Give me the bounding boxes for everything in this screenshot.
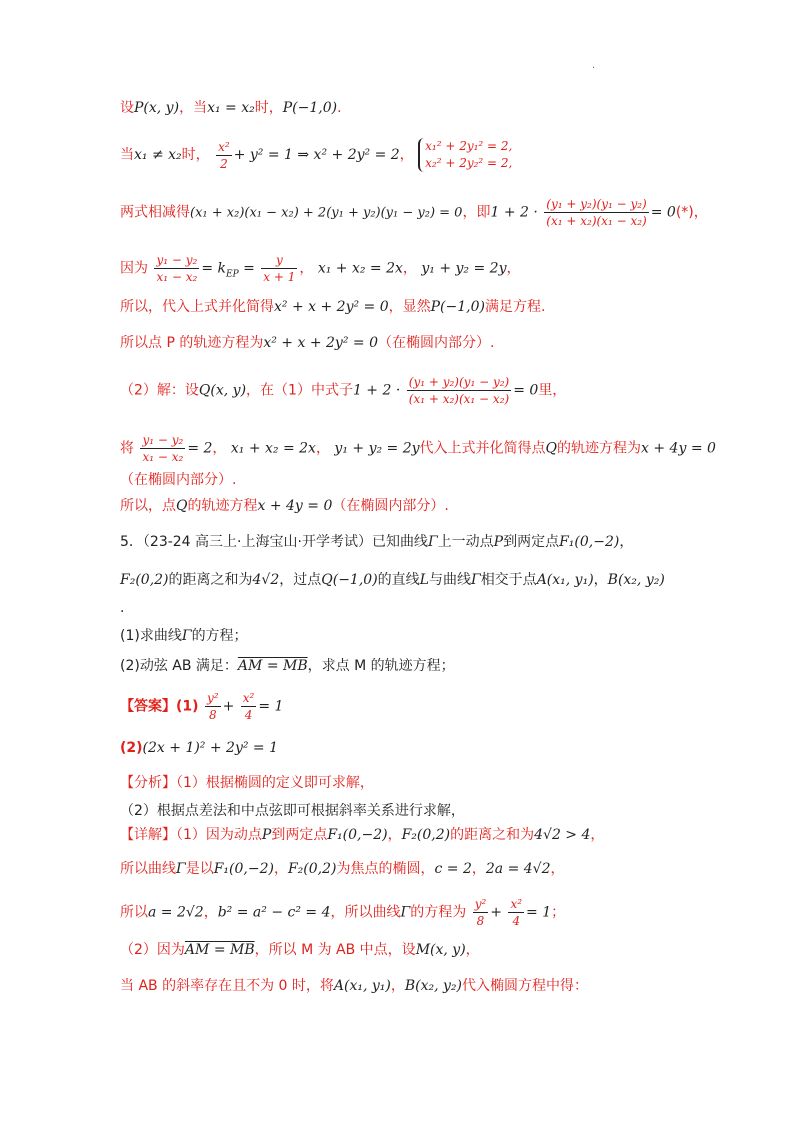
text: ， — [399, 147, 414, 163]
math: y₁ + y₂ = 2y — [334, 440, 420, 457]
math: P(x, y) — [134, 100, 180, 116]
text: 两式相减得 — [120, 204, 190, 221]
fraction: $\frac{\text{y²}}{8}$ — [474, 897, 487, 928]
text: 的距离之和为 — [450, 827, 535, 843]
line-13 — [120, 598, 700, 618]
text: ， — [315, 440, 330, 457]
text: （2）解：设 — [120, 382, 199, 399]
text: （2）根据点差法和中点弦即可根据斜率关系进行求解， — [120, 803, 465, 819]
text: ， — [390, 978, 405, 994]
text: ，当 — [179, 100, 208, 116]
text: ，显然 — [388, 299, 431, 315]
text: ， — [471, 861, 486, 877]
text: ， — [619, 534, 634, 550]
text: 与曲线 — [428, 572, 471, 588]
math: 4√2 > 4 — [534, 827, 591, 843]
line-1 — [120, 98, 700, 118]
text: ， — [550, 861, 565, 877]
text: 的轨迹方程 — [187, 498, 258, 514]
text: ， — [593, 572, 608, 588]
text: 所以 — [120, 904, 148, 921]
math: B(x₂, y₂) — [607, 572, 665, 588]
text: 到两定点 — [271, 827, 328, 843]
fraction: $\frac{\text{y²}}{8}$ — [207, 691, 219, 722]
fraction: $\frac{\text{x²}}{2}$ — [218, 139, 230, 171]
text: (2) — [120, 740, 143, 756]
math: M(x, y) — [415, 942, 466, 958]
text: 当 AB 的斜率存在且不为 0 时，将 — [120, 978, 334, 994]
analysis-2 — [120, 801, 700, 821]
math: 1 + 2 · — [490, 204, 538, 221]
math: Q(−1,0) — [321, 572, 378, 588]
text: 相交于点 — [480, 572, 537, 588]
line-2 — [120, 138, 700, 172]
math: x + 4y = 0 — [641, 440, 716, 457]
text: 将 — [120, 440, 134, 457]
fraction: $\frac{\text{x²}}{4}$ — [510, 897, 523, 928]
text: 代入上式并化简得点 — [419, 440, 546, 457]
math: x₁ ≠ x₂ — [134, 147, 182, 163]
math: 2a = 4√2 — [485, 861, 551, 877]
line-7 — [120, 374, 700, 407]
math: Q — [545, 440, 558, 457]
math: (2x + 1)² + 2y² = 1 — [142, 740, 279, 756]
math: Γ — [470, 572, 481, 588]
math: = 1 — [258, 698, 284, 715]
math: = k — [201, 260, 226, 277]
text: （在椭圆内部分）. — [377, 335, 495, 351]
math: = — [243, 260, 255, 277]
text: 满足方程. — [484, 299, 546, 315]
math: F₁(0,−2) — [327, 827, 388, 843]
text: 是以 — [185, 861, 214, 877]
line-10 — [120, 496, 700, 516]
math: 1 + 2 · — [352, 382, 401, 399]
text: 的方程； — [191, 628, 248, 644]
text: 时， — [181, 147, 210, 163]
text: ， — [273, 861, 288, 877]
text: ； — [551, 904, 566, 921]
fraction: $\frac{\text{x²}}{4}$ — [242, 691, 255, 722]
math: x₁ + x₂ = 2x — [230, 440, 316, 457]
text: ， — [465, 942, 480, 958]
text: ，在（1）中式子 — [246, 382, 353, 399]
math: A(x₁, y₁) — [536, 572, 594, 588]
text: ， — [212, 440, 227, 457]
math: + — [490, 904, 503, 921]
text: (1)求曲线 — [120, 628, 182, 644]
math: P(−1,0) — [430, 299, 485, 315]
math: a = 2√2 — [148, 904, 204, 921]
math: F₂(0,2) — [401, 827, 451, 843]
fraction: $\frac{\text{(y₁ + y₂)(y₁ − y₂)}}{\text{(x₁ + x₂)(x₁ − x₂)}}$ — [546, 197, 647, 228]
text: ，所以 M 为 AB 中点，设 — [254, 942, 416, 958]
text: 【详解】（1）因为动点 — [120, 827, 262, 843]
math: B(x₂, y₂) — [404, 978, 463, 994]
math: Q — [176, 498, 188, 514]
text: 的距离之和为 — [168, 572, 253, 588]
text: 里， — [538, 382, 567, 399]
line-6 — [120, 333, 700, 353]
text: （2）因为 — [120, 942, 185, 958]
text: ， — [299, 260, 314, 277]
math: Γ — [400, 904, 411, 921]
math: = 0 — [650, 204, 676, 221]
math: + y² = 1 ⇒ x² + 2y² = 2 — [233, 147, 400, 163]
text: 【分析】（1）根据椭圆的定义即可求解， — [120, 775, 374, 791]
math: + — [222, 698, 235, 715]
analysis-1 — [120, 773, 700, 793]
math: L — [419, 572, 429, 588]
subscript: EP — [226, 269, 239, 280]
line-15 — [120, 656, 700, 676]
detail-5 — [120, 976, 700, 996]
answer-1 — [120, 690, 700, 723]
math: x² + x + 2y² = 0 — [274, 299, 389, 315]
math: Γ — [181, 628, 192, 644]
math: b² = a² − c² = 4 — [217, 904, 331, 921]
line-11 — [120, 532, 700, 552]
math: P — [261, 827, 272, 843]
text: 当 — [120, 147, 134, 163]
math: = 0 — [513, 382, 539, 399]
math: F₁(0,−2) — [213, 861, 274, 877]
math: y₁ + y₂ = 2y — [421, 260, 507, 277]
text: 5．（23-24 高三上·上海宝山·开学考试）已知曲线 — [120, 534, 428, 550]
text: 到两定点 — [503, 534, 560, 550]
text: ， — [590, 827, 605, 843]
text: ，所以曲线 — [330, 904, 401, 921]
text: 的轨迹方程为 — [557, 440, 642, 457]
text: 所以，代入上式并化简得 — [120, 299, 274, 315]
math: 4√2 — [252, 572, 280, 588]
math: Γ — [427, 534, 438, 550]
line-4 — [120, 252, 700, 285]
math: Γ — [176, 861, 186, 877]
fraction: $\frac{y}{x + 1}$ — [263, 253, 296, 284]
text: . — [337, 100, 342, 116]
fraction: $\frac{\text{(y₁ + y₂)(y₁ − y₂)}}{\text{(x₁ + x₂)(x₁ − x₂)}}$ — [408, 375, 510, 406]
text: ， — [402, 260, 417, 277]
text: 所以曲线 — [120, 861, 176, 877]
text: 代入椭圆方程中得： — [462, 978, 589, 994]
line-14 — [120, 626, 700, 646]
line-3 — [120, 196, 708, 229]
math-vector: AM = MB — [237, 658, 308, 674]
detail-4 — [120, 940, 700, 960]
text: ， — [203, 904, 218, 921]
text: （在椭圆内部分）. — [332, 498, 449, 514]
math: A(x₁, y₁) — [333, 978, 391, 994]
text: ，求点 M 的轨迹方程； — [307, 658, 455, 674]
text: ，过点 — [279, 572, 322, 588]
math: (x₁ + x₂)(x₁ − x₂) + 2(y₁ + y₂)(y₁ − y₂) = 0 — [190, 205, 463, 221]
math: F₂(0,2) — [287, 861, 337, 877]
text: 上一动点 — [437, 534, 494, 550]
math: Q(x, y) — [198, 382, 247, 399]
text: (2)动弦 AB 满足： — [120, 658, 238, 674]
text: 所以点 P 的轨迹方程为 — [120, 335, 264, 351]
detail-1 — [120, 825, 700, 845]
math-vector: AM = MB — [184, 942, 255, 958]
text: . — [120, 600, 125, 616]
text: (*)， — [675, 204, 708, 221]
text: （在椭圆内部分）. — [120, 472, 237, 488]
text: 设 — [120, 100, 134, 116]
math: F₂(0,2) — [120, 572, 169, 588]
text: 为焦点的椭圆， — [336, 861, 435, 877]
text: ，即 — [462, 204, 491, 221]
page-mark: . — [592, 60, 596, 71]
text: 所以，点 — [120, 498, 176, 514]
math: = 1 — [526, 904, 552, 921]
text: 的直线 — [377, 572, 420, 588]
equation-system: x₁² + 2y₁² = 2, x₂² + 2y₂² = 2, — [418, 138, 512, 172]
math: c = 2 — [434, 861, 472, 877]
line-9 — [120, 470, 700, 490]
text: 时， — [254, 100, 283, 116]
text: ， — [506, 260, 521, 277]
math: P — [493, 534, 504, 550]
math: x₁ + x₂ = 2x — [317, 260, 403, 277]
fraction: $\frac{\text{y₁ − y₂}}{\text{x₁ − x₂}}$ — [156, 253, 198, 284]
math: x² + x + 2y² = 0 — [263, 335, 378, 351]
detail-2 — [120, 859, 700, 879]
math: F₁(0,−2) — [559, 534, 620, 550]
answer-2 — [120, 738, 700, 758]
text: ， — [387, 827, 402, 843]
text: 的方程为 — [410, 904, 467, 921]
line-5 — [120, 297, 700, 317]
math: x + 4y = 0 — [257, 498, 333, 514]
math: P(−1,0) — [282, 100, 338, 116]
fraction: $\frac{\text{y₁ − y₂}}{\text{x₁ − x₂}}$ — [142, 433, 184, 464]
line-8 — [120, 432, 716, 465]
line-12 — [120, 570, 700, 590]
math: x₁ = x₂ — [207, 100, 255, 116]
detail-3 — [120, 896, 700, 929]
text: 因为 — [120, 260, 148, 277]
math: = 2 — [187, 440, 213, 457]
text: 【答案】(1) — [120, 698, 199, 715]
